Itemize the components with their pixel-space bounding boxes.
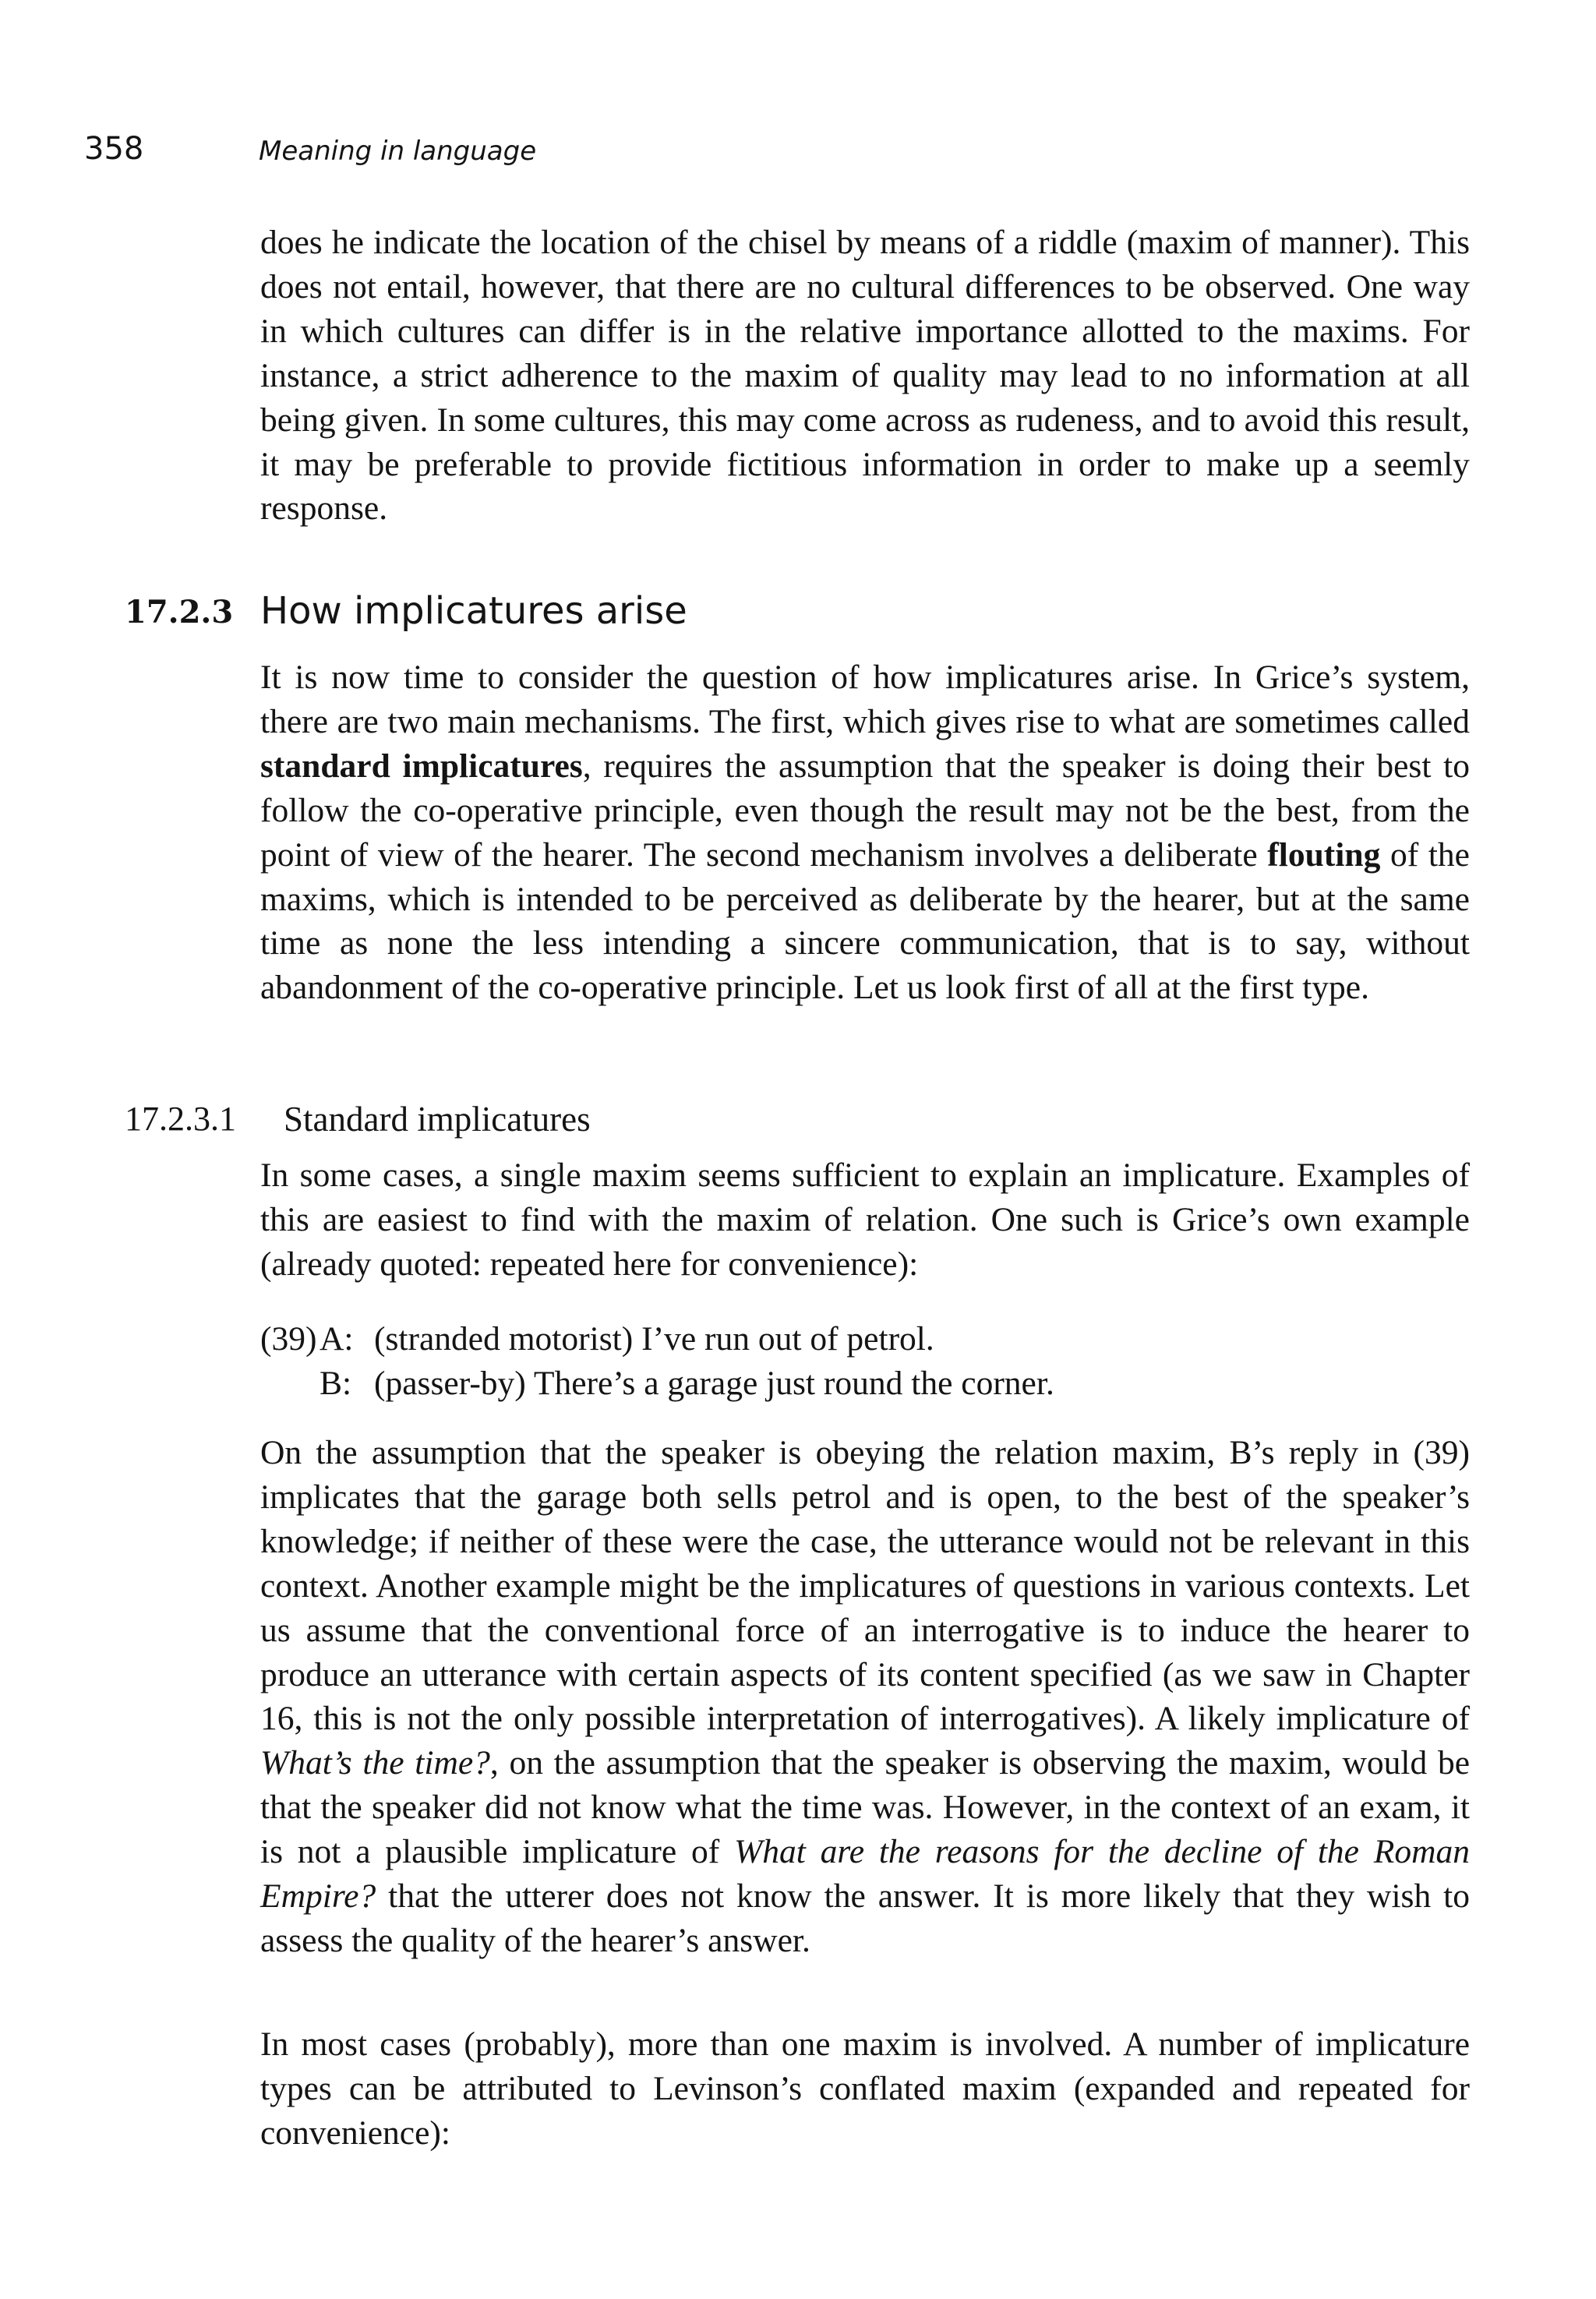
example-line-a	[260, 1317, 1429, 1361]
page-number: 358	[84, 131, 144, 167]
text-run: , on the assumption that the speaker is observing the maxim, would be that the speaker did not know what the time was. However, in the context of an exam, it is not a plausible implicature of	[260, 1744, 1471, 1871]
text-run: It is now time to consider the question of how implicatures arise. In Grice’s system, there are two main mechanisms. The first, which gives rise to what are sometimes called	[260, 659, 1470, 740]
example-line-b	[260, 1361, 1429, 1406]
example-text-b: (passer-by) There’s a garage just round the corner.	[374, 1364, 1054, 1402]
example-speaker-a: A:	[320, 1320, 354, 1358]
section-title: How implicatures arise	[260, 589, 687, 633]
key-term-standard-implicatures: standard implicatures	[260, 747, 583, 785]
subsection-paragraph-1-block	[260, 1153, 1470, 1287]
section-number: 17.2.3	[125, 594, 234, 630]
text-run: , requires the assumption that the speaker is doing their best to follow the co-operative principle, even though the result may not be the best, from the point of view of the hearer. The second mechanism involves a deliberate	[260, 747, 1470, 874]
example-number: (39)	[260, 1320, 317, 1358]
subsection-paragraph-1: In some cases, a single maxim seems sufficient to explain an implicature. Examples of this are easiest to find with the maxim of relation. One such is Grice’s own example (already quoted: repeated here for convenience):	[260, 1157, 1470, 1283]
subsection-paragraph-2	[260, 1431, 1470, 1963]
intro-paragraph: does he indicate the location of the chisel by means of a riddle (maxim of manner). This does not entail, however, that there are no cultural differences to be observed. One way in which cultures can differ is in the relative importance allotted to the maxims. For instance, a strict adherence to the maxim of quality may lead to no information at all being given. In some cultures, this may come across as rudeness, and to avoid this result, it may be preferable to provide fictitious information in order to make up a seemly response.	[260, 224, 1470, 528]
section-paragraph-block	[260, 655, 1470, 1010]
text-run: that the utterer does not know the answer. It is more likely that they wish to assess the quality of the hearer’s answer.	[260, 1877, 1470, 1959]
subsection-paragraph-2-block	[260, 1431, 1470, 1963]
example-sentence-roman-empire: What are the reasons for the decline of the Roman Empire?	[260, 1833, 1471, 1916]
subsection-number: 17.2.3.1	[125, 1100, 236, 1138]
example-39	[260, 1317, 1429, 1406]
example-text-a: (stranded motorist) I’ve run out of petrol.	[374, 1320, 934, 1358]
subsection-title: Standard implicatures	[284, 1100, 591, 1139]
key-term-flouting: flouting	[1267, 835, 1381, 874]
section-paragraph	[260, 655, 1470, 1010]
example-speaker-b: B:	[320, 1364, 352, 1402]
subsection-paragraph-3-block	[260, 2022, 1470, 2156]
example-sentence-time: What’s the time?	[260, 1744, 490, 1782]
subsection-paragraph-3: In most cases (probably), more than one maxim is involved. A number of implicature types can be attributed to Levinson’s conflated maxim (expanded and repeated for convenience):	[260, 2025, 1470, 2152]
text-run: of the maxims, which is intended to be perceived as deliberate by the hearer, but at the same time as none the less intending a sincere communication, that is to say, without abandonment of the co-operative principle. Let us look first of all at the first type.	[260, 835, 1470, 1007]
text-run: On the assumption that the speaker is obeying the relation maxim, B’s reply in (39) implicates that the garage both sells petrol and is open, to the best of the speaker’s knowledge; if neither of these were the case, the utterance would not be relevant in this context. Another example might be the implicatures of questions in various contexts. Let us assume that the conventional force of an interrogative is to induce the hearer to produce an utterance with certain aspects of its content specified (as we saw in Chapter 16, this is not the only possible interpretation of interrogatives). A likely implicature of	[260, 1434, 1470, 1738]
intro-paragraph-block	[260, 221, 1470, 531]
running-title: Meaning in language	[259, 136, 537, 167]
